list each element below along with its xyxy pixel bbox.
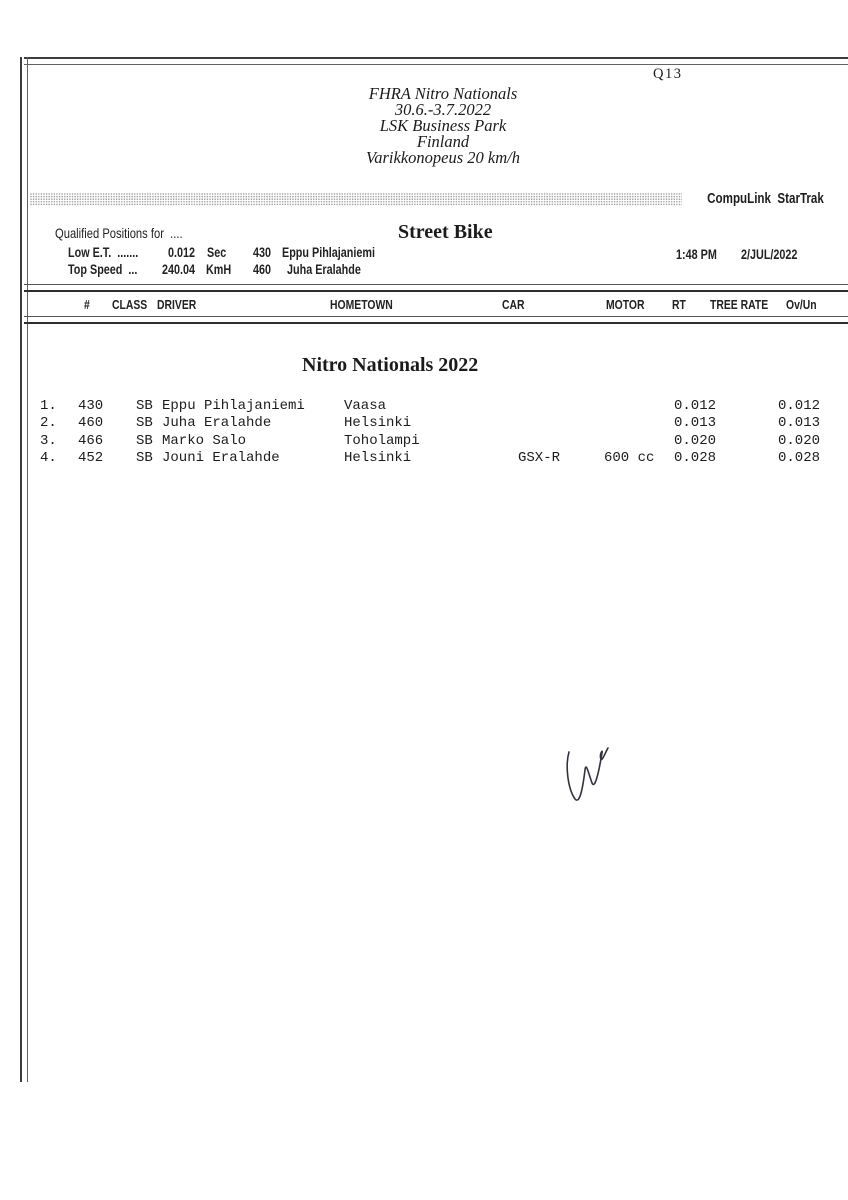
- print-date: 2/JUL/2022: [741, 247, 798, 262]
- event-dates: 30.6.-3.7.2022: [394, 100, 492, 119]
- row-driver: Juha Eralahde: [162, 415, 272, 431]
- col-header-driver: DRIVER: [157, 297, 197, 312]
- row-reaction-time: 0.013: [673, 415, 716, 431]
- low-et-label: Low E.T. .......: [68, 245, 139, 260]
- row-bike-number: 460: [78, 415, 104, 431]
- col-header-hometown: HOMETOWN: [330, 297, 393, 312]
- row-hometown: Vaasa: [344, 398, 387, 414]
- row-bike-number: 430: [78, 398, 104, 414]
- qualifying-row: [0, 415, 848, 432]
- low-et-unit: Sec: [207, 245, 227, 260]
- row-hometown: Helsinki: [344, 450, 412, 466]
- top-speed-value: 240.04: [162, 262, 196, 277]
- top-speed-unit: KmH: [206, 262, 232, 277]
- row-driver: Jouni Eralahde: [162, 450, 280, 466]
- row-over-under: 0.020: [777, 433, 820, 449]
- row-class: SB: [136, 415, 153, 431]
- row-class: SB: [136, 433, 153, 449]
- row-over-under: 0.013: [777, 415, 820, 431]
- top-speed-label: Top Speed ...: [68, 262, 138, 277]
- row-over-under: 0.012: [777, 398, 820, 414]
- sheet-code: Q13: [653, 66, 683, 82]
- event-header-block: [243, 86, 643, 166]
- top-speed-bike-number: 460: [253, 262, 272, 277]
- col-header-position: #: [84, 297, 90, 312]
- event-country: Finland: [416, 132, 470, 151]
- table-rule-top: [24, 284, 848, 292]
- category-title: Street Bike: [398, 221, 493, 243]
- qualified-positions-label: Qualified Positions for ....: [55, 225, 183, 241]
- low-et-driver: Eppu Pihlajaniemi: [282, 245, 376, 260]
- row-bike-number: 452: [78, 450, 104, 466]
- low-et-bike-number: 430: [253, 245, 272, 260]
- print-time: 1:48 PM: [676, 247, 717, 262]
- timing-brand: CompuLink StarTrak: [707, 191, 824, 207]
- page-frame-top-rule: [24, 57, 848, 65]
- col-header-class: CLASS: [112, 297, 148, 312]
- row-bike-number: 466: [78, 433, 104, 449]
- row-rank: 3.: [40, 433, 57, 449]
- event-venue: LSK Business Park: [379, 116, 507, 135]
- row-hometown: Toholampi: [344, 433, 420, 449]
- event-note: Varikkonopeus 20 km/h: [366, 148, 520, 167]
- col-header-rt: RT: [672, 297, 686, 312]
- table-rule-bottom: [24, 316, 848, 324]
- row-reaction-time: 0.020: [673, 433, 716, 449]
- col-header-car: CAR: [502, 297, 525, 312]
- row-car: GSX-R: [518, 450, 561, 466]
- row-reaction-time: 0.012: [673, 398, 716, 414]
- handwritten-mark: [549, 736, 619, 816]
- row-class: SB: [136, 450, 153, 466]
- row-rank: 4.: [40, 450, 57, 466]
- low-et-value: 0.012: [168, 245, 196, 260]
- row-driver: Marko Salo: [162, 433, 247, 449]
- col-header-tree-rate: TREE RATE: [710, 297, 769, 312]
- halftone-band: [30, 193, 682, 206]
- col-header-motor: MOTOR: [606, 297, 645, 312]
- row-class: SB: [136, 398, 153, 414]
- row-over-under: 0.028: [777, 450, 820, 466]
- row-hometown: Helsinki: [344, 415, 412, 431]
- qualifying-row: [0, 398, 848, 415]
- col-header-ovun: Ov/Un: [786, 297, 817, 312]
- round-title: Nitro Nationals 2022: [302, 354, 479, 376]
- row-rank: 1.: [40, 398, 57, 414]
- qualifying-row: [0, 450, 848, 467]
- row-reaction-time: 0.028: [673, 450, 716, 466]
- event-name: FHRA Nitro Nationals: [368, 84, 518, 103]
- row-rank: 2.: [40, 415, 57, 431]
- qualifying-row: [0, 433, 848, 450]
- top-speed-driver: Juha Eralahde: [287, 262, 361, 277]
- row-driver: Eppu Pihlajaniemi: [162, 398, 305, 414]
- table-header-row: [0, 297, 848, 313]
- row-motor: 600 cc: [604, 450, 655, 466]
